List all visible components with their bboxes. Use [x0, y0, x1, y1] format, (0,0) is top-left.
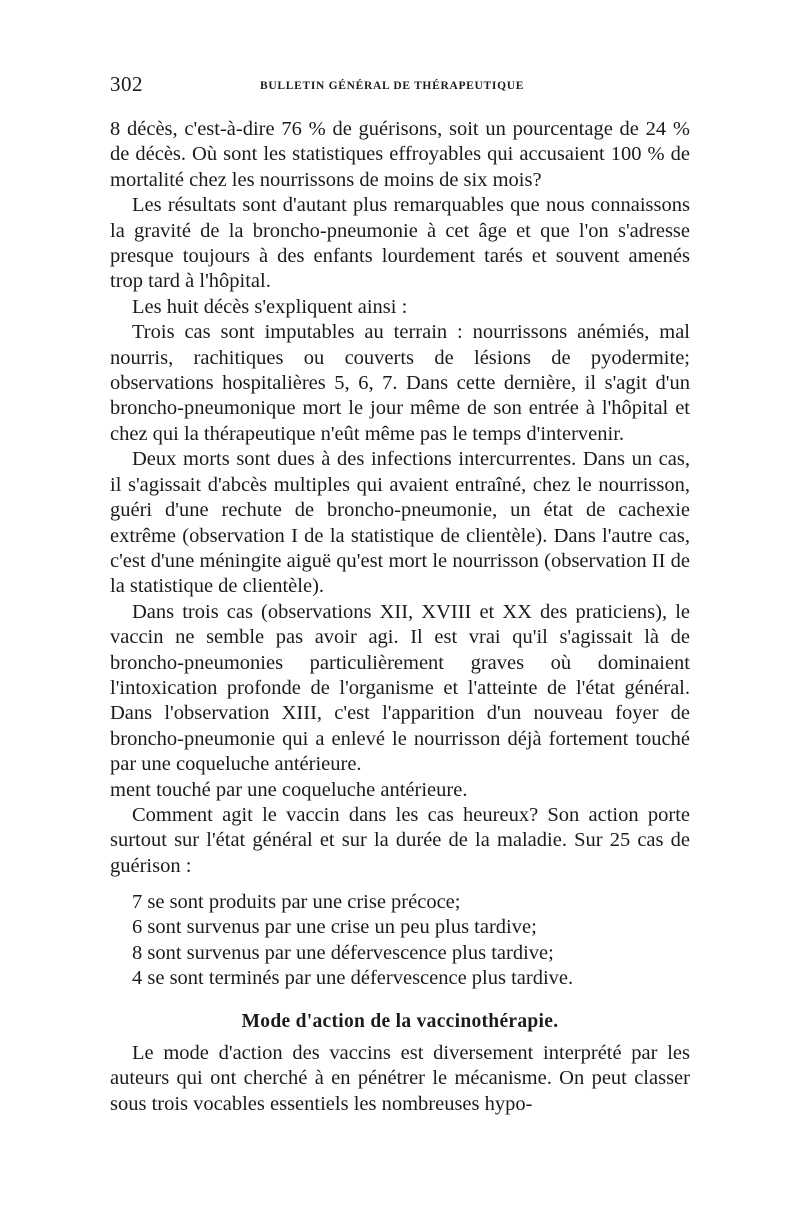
paragraph-vaccine-failure: Dans trois cas (observations XII, XVIII et XX des praticiens), le vaccin ne semble pas avoir agi. Il est vrai qu'il s'agissait là de broncho-pneumonies particulièrement graves où dominaient l'intoxication profonde de l'organisme et l'atteinte de l'état général. Dans l'observation XIII, c'est l'apparition d'un nouveau foyer de broncho-pneumonie qui a enlevé le nourrisson déjà fortement touché par une coqueluche antérieure.	[110, 600, 690, 776]
paragraph-deaths-intro: Les huit décès s'expliquent ainsi :	[132, 295, 408, 318]
list-item: 7 se sont produits par une crise précoce;	[132, 891, 461, 914]
paragraph-infections: Deux morts sont dues à des infections intercurrentes. Dans un cas, il s'agissait d'abcès multiples qui avaient entraîné, chez le nourrisson, guéri d'une rechute de broncho-pneumonie, un état de cachexie extrême (observation I de la statistique de clientèle). Dans l'autre cas, c'est d'une méningite aiguë qu'est mort le nourrisson (observation II de la statistique de clientèle).	[110, 448, 690, 598]
outcome-list	[110, 890, 690, 991]
page-header	[110, 72, 690, 102]
paragraph-results: Les résultats sont d'autant plus remarquables que nous connaissons la gravité de la broncho-pneumonie à cet âge et que l'on s'adresse presque toujours à des enfants lourdement tarés et souvent amenés trop tard à l'hôpital.	[110, 194, 690, 293]
paragraph-mode-action: Le mode d'action des vaccins est diversement interprété par les auteurs qui ont cherché à en pénétrer le mécanisme. On peut classer sous trois vocables essentiels les nombreuses hypo-	[110, 1041, 690, 1115]
section-heading: Mode d'action de la vaccinothérapie.	[241, 1011, 559, 1033]
body-text	[110, 117, 690, 1117]
list-item: 6 sont survenus par une crise un peu plus tardive;	[132, 916, 537, 939]
list-item: 8 sont survenus par une défervescence plus tardive;	[132, 941, 554, 964]
page-number: 302	[110, 72, 143, 96]
paragraph-how-it-works: Comment agit le vaccin dans les cas heureux? Son action porte surtout sur l'état général et sur la durée de la maladie. Sur 25 cas de guérison :	[110, 803, 690, 877]
paragraph-continuation: 8 décès, c'est-à-dire 76 % de guérisons, soit un pourcentage de 24 % de décès. Où sont les statistiques effroyables qui accusaient 100 % de mortalité chez les nourrissons de moins de six mois?	[110, 118, 690, 191]
paragraph-repeated-line: ment touché par une coqueluche antérieure.	[110, 778, 468, 801]
list-item: 4 se sont terminés par une défervescence plus tardive.	[132, 967, 574, 990]
running-title: BULLETIN GÉNÉRAL DE THÉRAPEUTIQUE	[260, 80, 525, 92]
paragraph-terrain: Trois cas sont imputables au terrain : nourrissons anémiés, mal nourris, rachitiques ou couverts de lésions de pyodermite; observations hospitalières 5, 6, 7. Dans cette dernière, il s'agit d'un broncho-pneumonique mort le jour même de son entrée à l'hôpital et chez qui la thérapeutique n'eût même pas le temps d'intervenir.	[110, 321, 690, 445]
